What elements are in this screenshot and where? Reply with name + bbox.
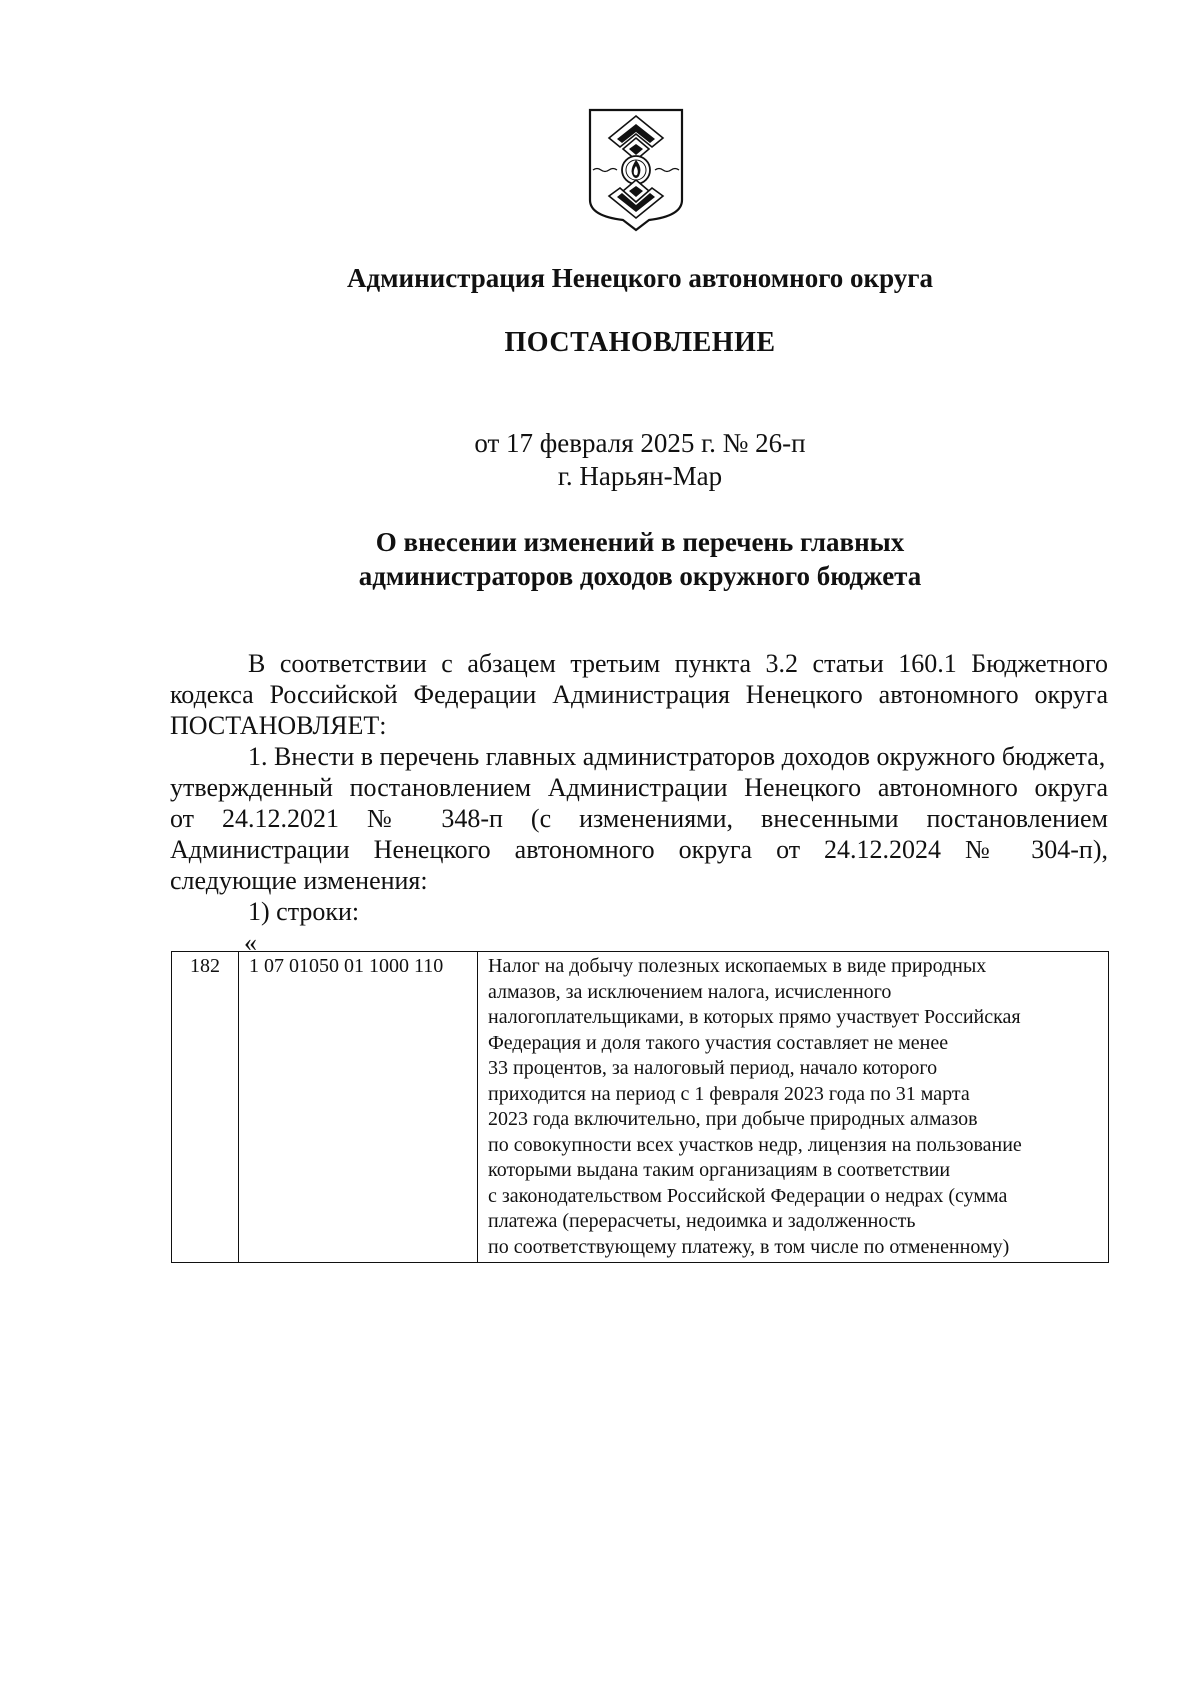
coat-of-arms-icon: [587, 108, 685, 232]
revenue-name-line: Налог на добычу полезных ископаемых в виде природных: [488, 955, 987, 977]
document-city: г. Нарьян-Мар: [557, 461, 723, 491]
body-line: ПОСТАНОВЛЯЕТ:: [170, 711, 387, 740]
body-line: 1) строки:: [248, 897, 360, 926]
revenue-name-line: Федерация и доля такого участия составляет не менее: [488, 1031, 949, 1054]
document-subject: [170, 525, 1110, 593]
document-type: ПОСТАНОВЛЕНИЕ: [504, 327, 776, 358]
revenue-name-line: которыми выдана таким организациям в соответствии: [488, 1159, 951, 1181]
subject-line: О внесении изменений в перечень главных: [375, 527, 905, 557]
body-line: Администрации Ненецкого автономного округа от 24.12.2024 № 304-п),: [170, 835, 1108, 864]
organization-title: Администрация Ненецкого автономного округа: [346, 263, 934, 293]
document-date-number: от 17 февраля 2025 г. № 26-п: [474, 428, 806, 458]
revenue-name-line: по совокупности всех участков недр, лицензия на пользование: [488, 1133, 1022, 1156]
body-line: от 24.12.2021 № 348-п (с изменениями, внесенными постановлением: [170, 804, 1108, 833]
amendment-table: [171, 951, 1109, 1263]
admin-code-cell: 182: [172, 952, 239, 1263]
revenue-name-line: с законодательством Российской Федерации о недрах (сумма: [488, 1184, 1008, 1207]
body-line: 1. Внести в перечень главных администраторов доходов окружного бюджета,: [248, 742, 1106, 771]
body-line: В соответствии с абзацем третьим пункта 3.2 статьи 160.1 Бюджетного: [248, 649, 1108, 678]
body-line: утвержденный постановлением Администрации Ненецкого автономного округа: [170, 773, 1108, 802]
table-row: [172, 952, 1109, 1263]
document-body: [170, 648, 1108, 958]
revenue-name-line: алмазов, за исключением налога, исчисленного: [488, 980, 892, 1003]
kbk-code-cell: 1 07 01050 01 1000 110: [239, 952, 478, 1263]
body-line: кодекса Российской Федерации Администрация Ненецкого автономного округа: [170, 680, 1108, 709]
revenue-name-cell: [478, 952, 1109, 1263]
revenue-name-line: приходится на период с 1 февраля 2023 года по 31 марта: [488, 1082, 970, 1105]
revenue-name-line: по соответствующему платежу, в том числе по отмененному): [488, 1235, 1010, 1258]
revenue-name-line: налогоплательщиками, в которых прямо участвует Российская: [488, 1006, 1021, 1028]
opening-quote: «: [244, 928, 257, 957]
revenue-name-line: платежа (перерасчеты, недоимка и задолженность: [488, 1210, 916, 1232]
subject-line: администраторов доходов окружного бюджета: [358, 561, 922, 591]
body-line: следующие изменения:: [170, 866, 428, 895]
revenue-name-line: 2023 года включительно, при добыче природных алмазов: [488, 1108, 978, 1130]
revenue-name-line: 33 процентов, за налоговый период, начало которого: [488, 1057, 938, 1079]
